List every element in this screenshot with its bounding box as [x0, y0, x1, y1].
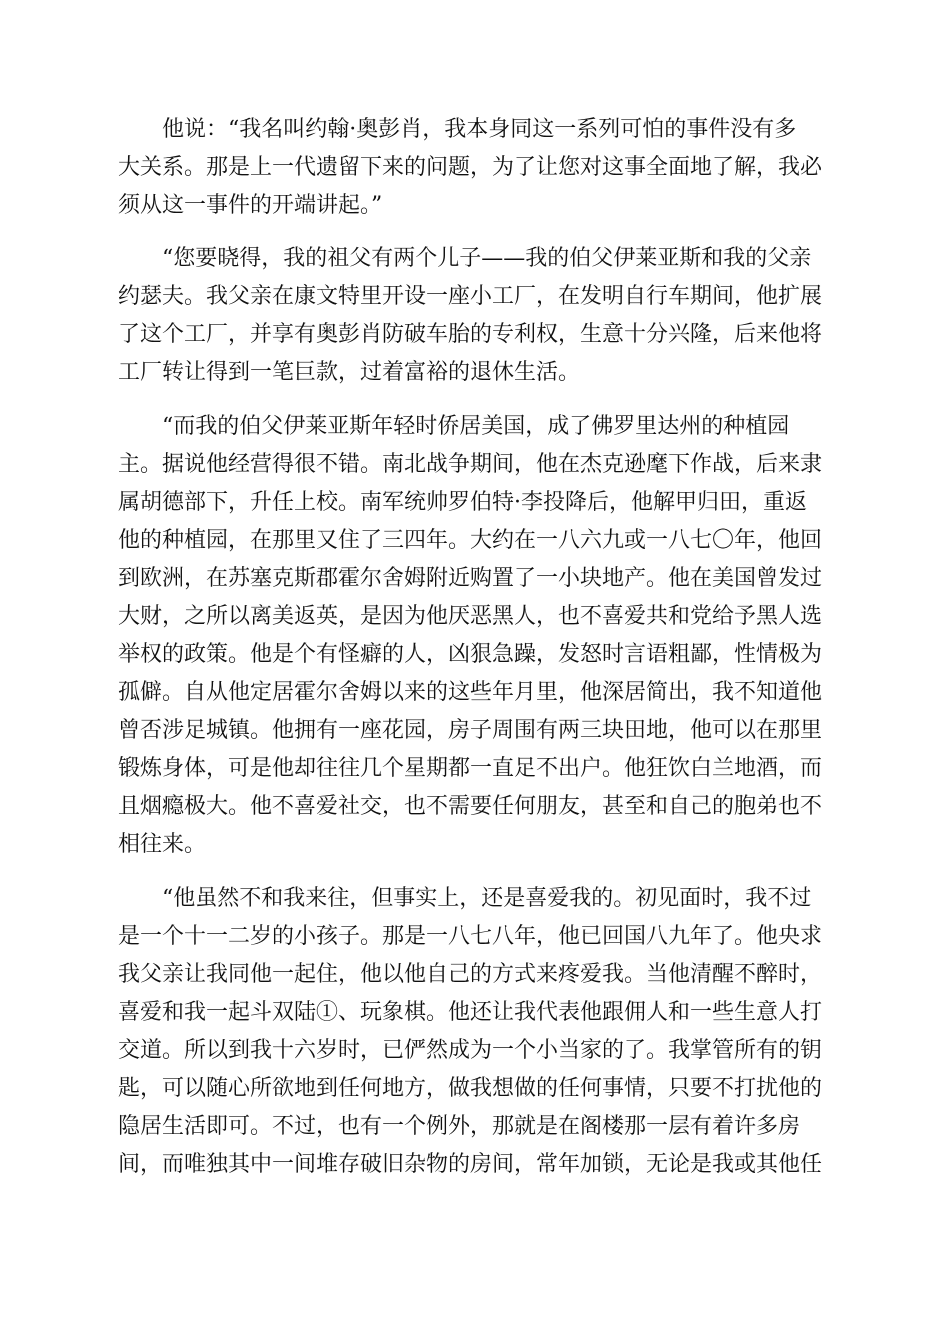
text-line: 交道。所以到我十六岁时，已俨然成为一个小当家的了。我掌管所有的钥 — [118, 1038, 823, 1063]
text-line: 工厂转让得到一笔巨款，过着富裕的退休生活。 — [118, 360, 581, 385]
text-line: 隐居生活即可。不过，也有一个例外，那就是在阁楼那一层有着许多房 — [118, 1114, 801, 1139]
paragraph-3 — [118, 408, 838, 864]
paragraph-1 — [118, 111, 838, 225]
text-line: “他虽然不和我来往，但事实上，还是喜爱我的。初见面时，我不过 — [162, 886, 812, 911]
text-line: 喜爱和我一起斗双陆①、玩象棋。他还让我代表他跟佣人和一些生意人打 — [118, 1000, 823, 1025]
text-line: 曾否涉足城镇。他拥有一座花园，房子周围有两三块田地，他可以在那里 — [118, 718, 823, 743]
text-line: 相往来。 — [118, 832, 207, 857]
text-line: 锻炼身体，可是他却往往几个星期都一直足不出户。他狂饮白兰地酒，而 — [118, 756, 823, 781]
text-line: 举权的政策。他是个有怪癖的人，凶狠急躁，发怒时言语粗鄙，性情极为 — [118, 642, 823, 667]
paragraph-2 — [118, 240, 838, 392]
text-line: 属胡德部下，升任上校。南军统帅罗伯特·李投降后，他解甲归田，重返 — [118, 490, 807, 515]
text-line: 约瑟夫。我父亲在康文特里开设一座小工厂，在发明自行车期间，他扩展 — [118, 284, 823, 309]
text-line: “而我的伯父伊莱亚斯年轻时侨居美国，成了佛罗里达州的种植园 — [162, 414, 790, 439]
text-line: 须从这一事件的开端讲起。” — [118, 193, 383, 218]
text-line: 且烟瘾极大。他不喜爱社交，也不需要任何朋友，甚至和自己的胞弟也不 — [118, 794, 823, 819]
text-line: 间，而唯独其中一间堆存破旧杂物的房间，常年加锁，无论是我或其他任 — [118, 1152, 823, 1177]
text-line: 大财，之所以离美返英，是因为他厌恶黑人，也不喜爱共和党给予黑人选 — [118, 604, 823, 629]
text-line: 我父亲让我同他一起住，他以他自己的方式来疼爱我。当他清醒不醉时， — [118, 962, 823, 987]
text-line: 孤僻。自从他定居霍尔舍姆以来的这些年月里，他深居简出，我不知道他 — [118, 680, 823, 705]
text-line: 是一个十一二岁的小孩子。那是一八七八年，他已回国八九年了。他央求 — [118, 924, 823, 949]
text-line: 了这个工厂，并享有奥彭肖防破车胎的专利权，生意十分兴隆，后来他将 — [118, 322, 823, 347]
text-line: 他的种植园，在那里又住了三四年。大约在一八六九或一八七〇年，他回 — [118, 528, 823, 553]
text-line: 匙，可以随心所欲地到任何地方，做我想做的任何事情，只要不打扰他的 — [118, 1076, 823, 1101]
text-line: “您要晓得，我的祖父有两个儿子——我的伯父伊莱亚斯和我的父亲 — [162, 246, 812, 271]
text-line: 到欧洲，在苏塞克斯郡霍尔舍姆附近购置了一小块地产。他在美国曾发过 — [118, 566, 823, 591]
paragraph-4 — [118, 880, 838, 1184]
text-line: 他说：“我名叫约翰·奥彭肖，我本身同这一系列可怕的事件没有多 — [162, 117, 797, 142]
text-line: 大关系。那是上一代遗留下来的问题，为了让您对这事全面地了解，我必 — [118, 155, 823, 180]
text-line: 主。据说他经营得很不错。南北战争期间，他在杰克逊麾下作战，后来隶 — [118, 452, 823, 477]
